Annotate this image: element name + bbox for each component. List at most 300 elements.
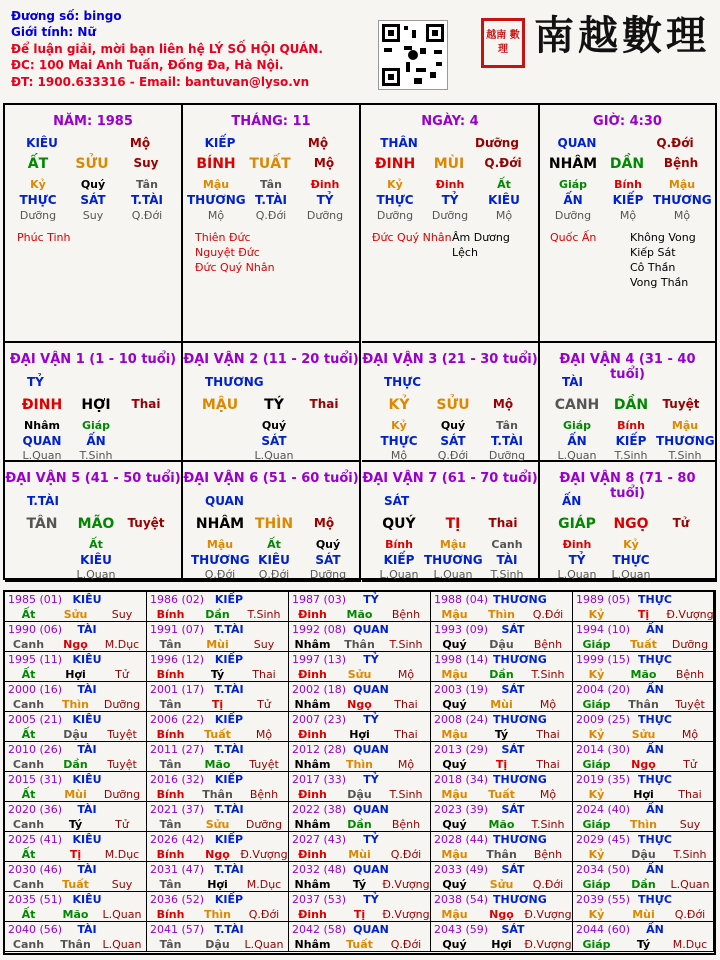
year-label: 2011 (27) — [150, 743, 205, 756]
year-stem: Mậu — [441, 848, 468, 861]
hidden-stem: Đinh — [310, 178, 340, 191]
year-cell — [289, 772, 431, 802]
dai-van-can: ĐINH — [21, 397, 63, 413]
year-branch: Hợi — [491, 938, 512, 951]
year-cell — [573, 832, 714, 862]
hidden-stem: Quý — [80, 178, 106, 191]
hidden-god: ẤN — [86, 434, 106, 448]
year-branch: Mùi — [490, 698, 513, 711]
year-stem: Bính — [156, 728, 185, 741]
pillar-top-god: KIÊU — [26, 136, 58, 150]
dai-van-4 — [540, 343, 717, 462]
year-god: THƯƠNG — [493, 653, 547, 666]
year-label: 1992 (08) — [292, 623, 347, 636]
year-god: THỰC — [638, 893, 672, 906]
year-god: TỶ — [363, 713, 379, 726]
year-label: 2034 (50) — [576, 863, 631, 876]
hidden-stem: Nhâm — [24, 419, 60, 432]
hidden-stage: L.Quan — [433, 568, 473, 581]
year-cell — [289, 742, 431, 772]
year-label: 2035 (51) — [8, 893, 63, 906]
year-cell — [5, 892, 147, 922]
year-stem: Canh — [12, 638, 45, 651]
pillar-title: NGÀY: 4 — [421, 114, 479, 129]
year-stage: T.Sinh — [531, 818, 565, 831]
dai-van-1 — [5, 343, 183, 462]
year-cell — [573, 922, 714, 952]
hidden-god: THƯƠNG — [656, 434, 715, 448]
hidden-god: THỰC — [376, 193, 414, 207]
year-branch: Thìn — [630, 818, 657, 831]
pillar-can: NHÂM — [548, 156, 598, 172]
year-stage: Tử — [115, 668, 129, 681]
dai-van-god: QUAN — [205, 494, 244, 508]
star: Kiếp Sát — [630, 246, 676, 259]
hidden-god: THƯƠNG — [424, 553, 483, 567]
hidden-stem: Ất — [89, 538, 103, 551]
year-branch: Sửu — [63, 608, 88, 621]
year-label: 2018 (34) — [434, 773, 489, 786]
year-branch: Dậu — [631, 848, 656, 861]
year-stem: Đinh — [298, 788, 327, 801]
year-branch: Thân — [628, 698, 659, 711]
year-branch: Tuất — [630, 638, 657, 651]
year-label: 2036 (52) — [150, 893, 205, 906]
dai-van-stage: Mộ — [313, 516, 335, 530]
star: Thiên Đức — [195, 231, 251, 244]
year-stem: Quý — [442, 878, 467, 891]
year-stage: Thai — [394, 698, 418, 711]
hidden-god: TÀI — [496, 553, 518, 567]
hidden-stage: L.Quan — [557, 449, 597, 462]
year-god: KIÊU — [72, 833, 102, 846]
year-stem: Quý — [442, 938, 467, 951]
hidden-god: T.TÀI — [131, 193, 163, 207]
star: Đức Quý Nhân — [195, 261, 275, 274]
year-label: 1997 (13) — [292, 653, 347, 666]
year-label: 2038 (54) — [434, 893, 489, 906]
year-stem: Kỷ — [588, 728, 605, 741]
year-branch: Hợi — [633, 788, 654, 801]
year-stage: T.Sinh — [389, 638, 423, 651]
year-stem: Tân — [159, 938, 182, 951]
hidden-stage: Q.Đới — [131, 209, 163, 222]
year-god: KIẾP — [214, 893, 244, 906]
year-branch: Mão — [346, 608, 373, 621]
year-god: ẤN — [646, 803, 664, 816]
dai-van-stage: Thai — [309, 397, 339, 411]
year-branch: Hợi — [207, 878, 228, 891]
year-branch: Tuất — [62, 878, 89, 891]
pillar-stage: Bệnh — [663, 156, 699, 170]
year-stage: Đ.Vượng — [382, 878, 430, 891]
year-cell — [147, 862, 289, 892]
year-stem: Tân — [159, 638, 182, 651]
year-stage: M.Dục — [246, 878, 282, 891]
year-label: 2025 (41) — [8, 833, 63, 846]
year-god: ẤN — [646, 923, 664, 936]
year-cell — [5, 622, 147, 652]
hidden-stem: Quý — [261, 419, 287, 432]
dai-van-stage: Thai — [488, 516, 518, 530]
dai-van-chi: DẦN — [613, 397, 649, 413]
year-cell — [5, 862, 147, 892]
year-cell — [573, 652, 714, 682]
year-label: 2015 (31) — [8, 773, 63, 786]
year-stage: Mộ — [255, 728, 273, 741]
year-label: 1993 (09) — [434, 623, 489, 636]
dai-van-title: ĐẠI VẬN 3 (21 - 30 tuổi) — [362, 352, 538, 367]
year-cell — [5, 712, 147, 742]
year-stage: Thai — [394, 728, 418, 741]
year-stage: L.Quan — [670, 878, 710, 891]
hidden-stem: Mậu — [439, 538, 467, 551]
year-label: 1991 (07) — [150, 623, 205, 636]
year-cell — [573, 862, 714, 892]
year-branch: Mùi — [348, 848, 371, 861]
star: Nguyệt Đức — [195, 246, 260, 259]
year-branch: Mão — [204, 758, 231, 771]
hidden-god: THỰC — [612, 553, 650, 567]
year-stage: Q.Đới — [390, 938, 422, 951]
year-stage: Bệnh — [533, 638, 563, 651]
year-stage: Bệnh — [533, 848, 563, 861]
year-stem: Ất — [21, 788, 36, 801]
year-cell — [431, 592, 573, 622]
year-god: THƯƠNG — [493, 773, 547, 786]
year-stem: Canh — [12, 818, 45, 831]
year-stage: Dưỡng — [245, 818, 283, 831]
year-stage: Đ.Vượng — [382, 908, 430, 921]
year-god: THƯƠNG — [493, 713, 547, 726]
year-cell — [431, 922, 573, 952]
dai-van-god: TÀI — [562, 375, 584, 389]
year-cell — [5, 832, 147, 862]
hidden-god: TỶ — [441, 193, 459, 207]
year-cell — [431, 622, 573, 652]
year-stage: Thai — [536, 758, 560, 771]
hidden-stem: Mậu — [671, 419, 699, 432]
year-label: 2030 (46) — [8, 863, 63, 876]
year-stage: Tuyệt — [107, 728, 137, 741]
hidden-god: SÁT — [315, 553, 341, 567]
year-label: 2021 (37) — [150, 803, 205, 816]
owner-name: Đương số: bingo — [11, 9, 122, 23]
hidden-stem: Bính — [385, 538, 413, 551]
year-stage: Mộ — [681, 728, 699, 741]
year-label: 2032 (48) — [292, 863, 347, 876]
year-god: SÁT — [501, 683, 525, 696]
qr-code-icon[interactable] — [378, 20, 448, 90]
year-cell — [289, 832, 431, 862]
phone-line: ĐT: 1900.633316 - Email: bantuvan@lyso.vn — [11, 74, 310, 89]
hidden-god: KIẾP — [383, 553, 415, 567]
hidden-god: SÁT — [261, 434, 287, 448]
hidden-stem: Canh — [491, 538, 523, 551]
pillar-2 — [362, 105, 540, 343]
year-stem: Kỷ — [588, 908, 605, 921]
year-stem: Mậu — [441, 788, 468, 801]
year-stage: L.Quan — [102, 938, 142, 951]
year-branch: Thân — [344, 638, 375, 651]
year-cell — [573, 802, 714, 832]
year-stem: Quý — [442, 698, 467, 711]
year-god: QUAN — [353, 743, 389, 756]
hidden-god: KIẾP — [615, 434, 647, 448]
year-label: 2043 (59) — [434, 923, 489, 936]
year-branch: Dậu — [489, 638, 514, 651]
dai-van-can: MẬU — [201, 397, 239, 413]
year-label: 2040 (56) — [8, 923, 63, 936]
year-god: SÁT — [501, 743, 525, 756]
year-stage: Q.Đới — [532, 608, 564, 621]
brand-text: 南越數理 — [534, 12, 710, 59]
year-god: ẤN — [646, 623, 664, 636]
year-god: THỰC — [638, 653, 672, 666]
year-stem: Nhâm — [294, 698, 331, 711]
hidden-god: THƯƠNG — [187, 193, 246, 207]
year-god: THỰC — [638, 713, 672, 726]
hidden-stage: Mộ — [619, 209, 637, 222]
year-stage: Mộ — [397, 668, 415, 681]
dai-van-5 — [5, 462, 183, 582]
dai-van-title: ĐẠI VẬN 6 (51 - 60 tuổi) — [183, 471, 359, 486]
year-god: ẤN — [646, 863, 664, 876]
year-label: 2000 (16) — [8, 683, 63, 696]
year-god: KIẾP — [214, 833, 244, 846]
hidden-stem: Kỷ — [623, 538, 639, 551]
year-table — [3, 590, 716, 955]
year-god: KIẾP — [214, 713, 244, 726]
year-cell — [147, 652, 289, 682]
year-label: 1999 (15) — [576, 653, 631, 666]
year-branch: Sửu — [489, 878, 514, 891]
year-label: 1998 (14) — [434, 653, 489, 666]
dai-van-stage: Tuyệt — [662, 397, 700, 411]
pillar-can: ẤT — [27, 156, 49, 172]
hidden-stem: Bính — [614, 178, 642, 191]
year-stem: Bính — [156, 908, 185, 921]
year-branch: Dần — [347, 818, 372, 831]
pillar-top-stage: Mộ — [307, 136, 329, 150]
year-branch: Tị — [637, 608, 650, 621]
year-branch: Dậu — [205, 938, 230, 951]
year-cell — [573, 592, 714, 622]
year-label: 2009 (25) — [576, 713, 631, 726]
hidden-god: SÁT — [80, 193, 106, 207]
year-label: 2003 (19) — [434, 683, 489, 696]
year-branch: Ngọ — [631, 758, 656, 771]
year-branch: Dần — [205, 608, 230, 621]
year-stem: Giáp — [582, 698, 611, 711]
year-stem: Bính — [156, 608, 185, 621]
year-branch: Sửu — [347, 668, 372, 681]
year-stem: Đinh — [298, 668, 327, 681]
year-branch: Mão — [62, 908, 89, 921]
year-cell — [5, 652, 147, 682]
dai-van-chi: TÝ — [264, 397, 284, 413]
hidden-god: T.TÀI — [491, 434, 523, 448]
year-stem: Canh — [12, 758, 45, 771]
year-stem: Ất — [21, 848, 36, 861]
pillar-3 — [540, 105, 717, 343]
pillar-can: BÍNH — [196, 156, 236, 172]
year-cell — [573, 682, 714, 712]
year-stem: Bính — [156, 788, 185, 801]
year-cell — [147, 892, 289, 922]
year-label: 1986 (02) — [150, 593, 205, 606]
year-branch: Sửu — [631, 728, 656, 741]
year-label: 1985 (01) — [8, 593, 63, 606]
header-info — [11, 8, 371, 90]
pillar-chi: DẦN — [609, 156, 645, 172]
hidden-stem: Tân — [260, 178, 282, 191]
pillar-top-stage: Dưỡng — [475, 136, 519, 150]
year-stage: Bệnh — [391, 818, 421, 831]
year-stage: M.Dục — [104, 848, 140, 861]
hidden-god: SÁT — [440, 434, 466, 448]
year-cell — [5, 592, 147, 622]
year-label: 2016 (32) — [150, 773, 205, 786]
year-stage: M.Dục — [672, 938, 708, 951]
dai-van-chi: SỬU — [436, 397, 470, 413]
year-god: QUAN — [353, 803, 389, 816]
year-stage: Suy — [679, 818, 701, 831]
dai-van-chi: THÌN — [254, 516, 294, 532]
dai-van-stage: Tử — [672, 516, 690, 530]
dai-van-title: ĐẠI VẬN 7 (61 - 70 tuổi) — [362, 471, 538, 486]
year-label: 2037 (53) — [292, 893, 347, 906]
seal-text: 越南 數理 — [486, 30, 520, 55]
pillar-title: THÁNG: 11 — [231, 114, 311, 129]
year-label: 2007 (23) — [292, 713, 347, 726]
year-stem: Kỷ — [588, 788, 605, 801]
year-branch: Sửu — [205, 818, 230, 831]
year-branch: Tuất — [346, 938, 373, 951]
year-stem: Mậu — [441, 728, 468, 741]
year-branch: Dậu — [347, 788, 372, 801]
dai-van-god: THỰC — [384, 375, 422, 389]
year-stem: Ất — [21, 728, 36, 741]
hidden-stem: Kỷ — [30, 178, 46, 191]
hidden-stem: Ất — [497, 178, 511, 191]
year-stage: T.Sinh — [389, 788, 423, 801]
year-label: 1987 (03) — [292, 593, 347, 606]
year-cell — [147, 832, 289, 862]
hidden-god: KIÊU — [258, 553, 290, 567]
hidden-stage: Dưỡng — [19, 209, 57, 222]
year-stage: Suy — [253, 638, 275, 651]
year-stage: Bệnh — [249, 788, 279, 801]
hidden-stem: Mậu — [202, 178, 230, 191]
year-god: KIẾP — [214, 593, 244, 606]
pillar-top-stage: Q.Đới — [656, 136, 694, 150]
year-branch: Ngọ — [205, 848, 230, 861]
dai-van-8 — [540, 462, 717, 582]
year-cell — [431, 772, 573, 802]
year-stage: Q.Đới — [390, 848, 422, 861]
hidden-stage: L.Quan — [254, 449, 294, 462]
dai-van-can: TÂN — [26, 516, 58, 532]
brand-logo — [494, 12, 716, 60]
hidden-stage: L.Quan — [76, 568, 116, 581]
hidden-god: T.TÀI — [255, 193, 287, 207]
year-god: KIẾP — [214, 653, 244, 666]
star: Cô Thần — [630, 261, 676, 274]
year-branch: Thân — [60, 938, 91, 951]
hidden-stage: T.Sinh — [79, 449, 113, 462]
year-god: SÁT — [501, 863, 525, 876]
year-god: KIÊU — [72, 893, 102, 906]
year-label: 2024 (40) — [576, 803, 631, 816]
year-stem: Giáp — [582, 758, 611, 771]
pillar-chi: MÙI — [433, 156, 465, 172]
year-cell — [147, 592, 289, 622]
year-label: 1990 (06) — [8, 623, 63, 636]
hidden-stage: Dưỡng — [306, 209, 344, 222]
pillar-1 — [183, 105, 361, 343]
year-label: 2012 (28) — [292, 743, 347, 756]
year-stage: Dưỡng — [103, 698, 141, 711]
year-stage: Q.Đới — [532, 878, 564, 891]
hidden-stage: Mộ — [673, 209, 691, 222]
year-stem: Đinh — [298, 908, 327, 921]
hidden-stem: Bính — [617, 419, 645, 432]
dai-van-chi: HỢI — [81, 397, 111, 413]
hidden-stage: Q.Đới — [204, 568, 236, 581]
year-label: 2023 (39) — [434, 803, 489, 816]
year-stage: L.Quan — [102, 908, 142, 921]
year-cell — [289, 922, 431, 952]
year-branch: Thìn — [62, 698, 89, 711]
year-label: 2027 (43) — [292, 833, 347, 846]
year-stage: Tuyệt — [107, 758, 137, 771]
year-stem: Bính — [156, 848, 185, 861]
dai-van-can: QUÝ — [382, 516, 416, 532]
pillar-0 — [5, 105, 183, 343]
address-line: ĐC: 100 Mai Anh Tuấn, Đống Đa, Hà Nội. — [11, 58, 284, 73]
hidden-stage: Q.Đới — [255, 209, 287, 222]
hidden-stage: T.Sinh — [668, 449, 702, 462]
year-stem: Canh — [12, 698, 45, 711]
year-cell — [431, 652, 573, 682]
hidden-stage: Dưỡng — [376, 209, 414, 222]
year-stage: Thai — [252, 668, 276, 681]
year-cell — [5, 922, 147, 952]
year-god: KIÊU — [72, 593, 102, 606]
year-stage: T.Sinh — [247, 608, 281, 621]
star: Âm Dương Lệch — [452, 231, 510, 259]
year-stage: Tử — [115, 818, 129, 831]
hidden-stem: Tân — [136, 178, 158, 191]
year-label: 2017 (33) — [292, 773, 347, 786]
year-cell — [289, 892, 431, 922]
year-label: 1996 (12) — [150, 653, 205, 666]
year-god: TÀI — [77, 803, 97, 816]
year-stem: Quý — [442, 818, 467, 831]
hidden-stem: Giáp — [558, 178, 588, 191]
year-god: THỰC — [638, 773, 672, 786]
year-branch: Dần — [63, 758, 88, 771]
year-cell — [573, 772, 714, 802]
year-cell — [289, 712, 431, 742]
year-branch: Thìn — [204, 908, 231, 921]
year-god: ẤN — [646, 743, 664, 756]
year-stem: Tân — [159, 818, 182, 831]
hidden-stem: Tân — [496, 419, 518, 432]
year-stem: Nhâm — [294, 758, 331, 771]
year-stem: Quý — [442, 758, 467, 771]
